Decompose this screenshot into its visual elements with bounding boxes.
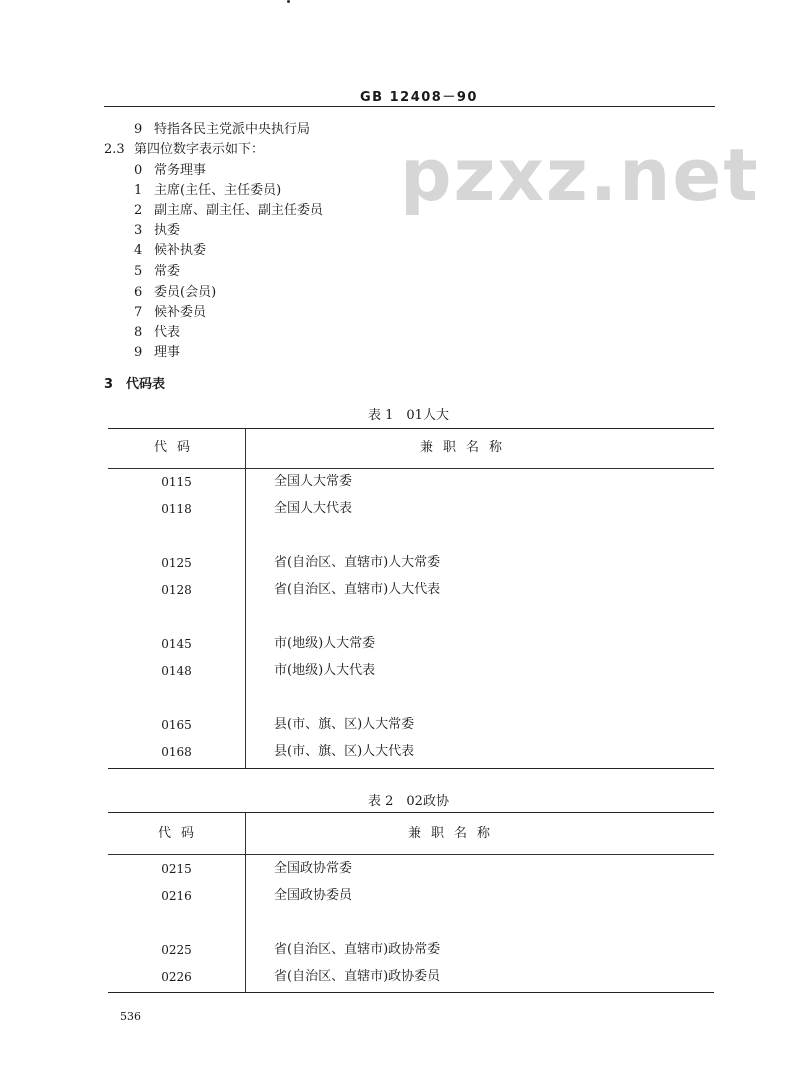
table-cell-code: 0128 xyxy=(161,583,192,597)
list-item-label: 特指各民主党派中央执行局 xyxy=(154,122,311,137)
list-item-label: 主席(主任、主任委员) xyxy=(154,183,282,198)
list-item xyxy=(134,183,281,199)
list-item xyxy=(134,223,180,239)
table-2 xyxy=(108,812,714,992)
list-item xyxy=(134,203,323,219)
table-cell-code: 0125 xyxy=(161,556,192,570)
header-rule xyxy=(104,106,715,107)
table-top-rule xyxy=(108,428,714,429)
table-cell-name: 省(自治区、直辖市)政协常委 xyxy=(274,942,441,957)
table-column-divider xyxy=(245,812,246,992)
list-item-number: 1 xyxy=(134,183,143,198)
list-item-number: 0 xyxy=(134,163,143,178)
table-cell-code: 0115 xyxy=(161,475,192,489)
table-cell-name: 全国人大代表 xyxy=(274,501,353,516)
table-cell-name: 市(地级)人大常委 xyxy=(274,636,376,651)
list-item xyxy=(134,264,180,280)
list-item-label: 委员(会员) xyxy=(154,285,217,300)
table-bottom-rule xyxy=(108,992,714,993)
table-cell-name: 全国政协委员 xyxy=(274,888,353,903)
table-cell-code: 0168 xyxy=(161,745,192,759)
list-item-label: 常务理事 xyxy=(154,163,207,178)
list-item-label: 常委 xyxy=(154,264,181,279)
list-item-label: 代表 xyxy=(154,325,181,340)
table-cell-code: 0118 xyxy=(161,502,192,516)
table-2-caption: 表 2 02政协 xyxy=(368,794,449,809)
section-2-3-heading xyxy=(104,142,264,158)
list-item-label: 候补委员 xyxy=(154,305,207,320)
table-cell-name: 全国政协常委 xyxy=(274,861,353,876)
list-item-number: 2 xyxy=(134,203,143,218)
list-item-number: 8 xyxy=(134,325,143,340)
scan-speck xyxy=(287,0,290,3)
list-item-number: 9 xyxy=(134,345,143,360)
table-cell-code: 0216 xyxy=(161,889,192,903)
table-cell-name: 县(市、旗、区)人大代表 xyxy=(274,744,415,759)
list-item xyxy=(134,345,180,361)
table-cell-code: 0165 xyxy=(161,718,192,732)
list-item-label: 候补执委 xyxy=(154,243,207,258)
list-item-number: 9 xyxy=(134,122,143,137)
section-number: 2.3 xyxy=(104,142,125,157)
table-header-rule xyxy=(108,468,714,469)
table-cell-name: 省(自治区、直辖市)政协委员 xyxy=(274,969,441,984)
table-header-rule xyxy=(108,854,714,855)
table-cell-code: 0215 xyxy=(161,862,192,876)
table-1-caption: 表 1 01人大 xyxy=(368,408,449,423)
table-cell-name: 市(地级)人大代表 xyxy=(274,663,376,678)
list-item-label: 理事 xyxy=(154,345,181,360)
page-number: 536 xyxy=(120,1010,141,1023)
section-title: 第四位数字表示如下： xyxy=(134,142,265,157)
table-header-code: 代码 xyxy=(154,440,201,455)
table-cell-code: 0145 xyxy=(161,637,192,651)
list-item-number: 7 xyxy=(134,305,143,320)
list-item xyxy=(134,285,216,301)
table-header-name: 兼职名称 xyxy=(420,440,513,455)
section-number: 3 xyxy=(104,377,114,392)
table-header-name: 兼职名称 xyxy=(408,826,501,841)
section-title: 代码表 xyxy=(126,377,166,392)
table-1 xyxy=(108,428,714,768)
list-item xyxy=(134,163,206,179)
list-item-number: 6 xyxy=(134,285,143,300)
continued-list-item xyxy=(134,122,310,138)
list-item-label: 副主席、副主任、副主任委员 xyxy=(154,203,324,218)
table-cell-code: 0225 xyxy=(161,943,192,957)
table-cell-name: 省(自治区、直辖市)人大常委 xyxy=(274,555,441,570)
table-column-divider xyxy=(245,428,246,768)
list-item-label: 执委 xyxy=(154,223,181,238)
list-item xyxy=(134,243,206,259)
list-item-number: 4 xyxy=(134,243,143,258)
table-cell-name: 县(市、旗、区)人大常委 xyxy=(274,717,415,732)
table-header-code: 代码 xyxy=(158,826,205,841)
table-cell-code: 0148 xyxy=(161,664,192,678)
list-item xyxy=(134,305,206,321)
list-item xyxy=(134,325,180,341)
table-cell-name: 省(自治区、直辖市)人大代表 xyxy=(274,582,441,597)
table-cell-name: 全国人大常委 xyxy=(274,474,353,489)
table-top-rule xyxy=(108,812,714,813)
list-item-number: 5 xyxy=(134,264,143,279)
table-cell-code: 0226 xyxy=(161,970,192,984)
standard-number-header: GB 12408－90 xyxy=(360,90,478,105)
section-3-heading xyxy=(104,377,165,393)
table-bottom-rule xyxy=(108,768,714,769)
watermark: pzxz.net xyxy=(400,133,760,217)
list-item-number: 3 xyxy=(134,223,143,238)
